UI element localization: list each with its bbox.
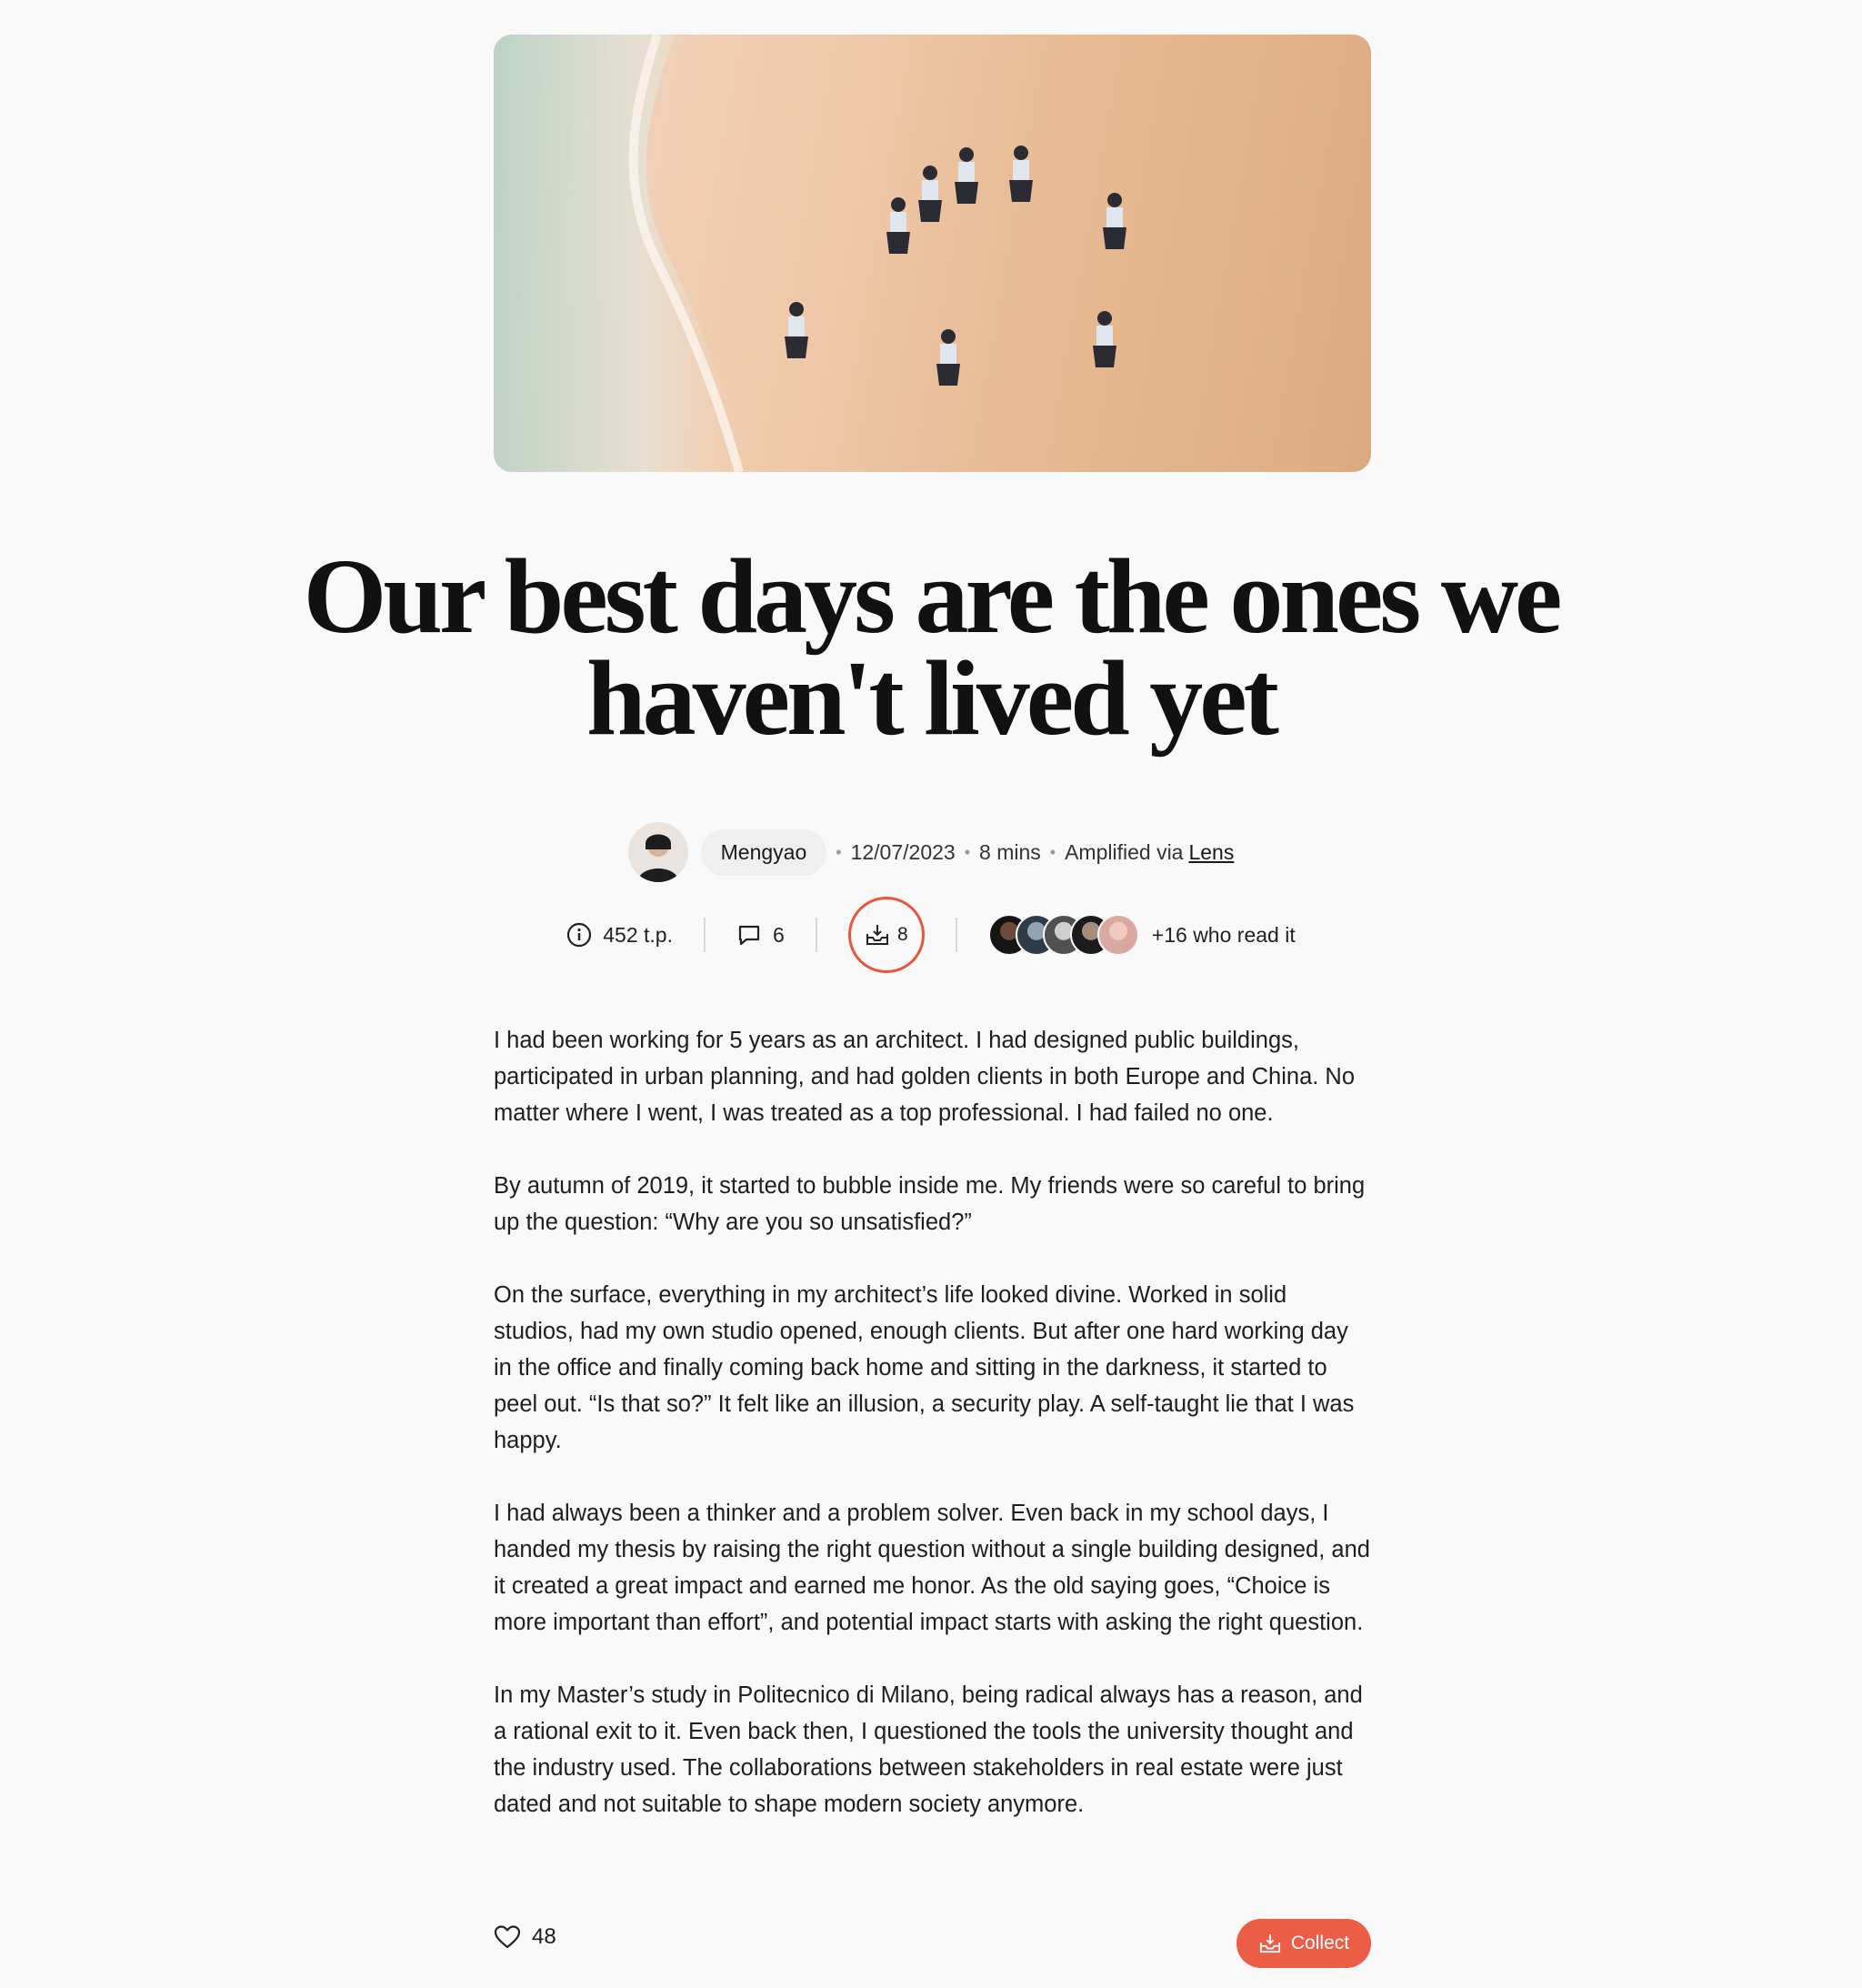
stats-bar xyxy=(0,897,1862,973)
publish-date: 12/07/2023 xyxy=(850,839,956,864)
collects-stat[interactable] xyxy=(848,897,925,973)
beach-photo-icon xyxy=(494,35,1371,472)
comments-stat[interactable] xyxy=(736,922,785,948)
collect-button[interactable] xyxy=(1236,1919,1371,1968)
body-paragraph: I had been working for 5 years as an architect. I had designed public buildings, participated in urban planning, and had golden clients in both Europe and China. No matter where I went, I was treated as a top professional. I had failed no one. xyxy=(494,1028,1356,1126)
article-meta xyxy=(0,822,1862,882)
divider xyxy=(704,918,706,952)
inbox-icon xyxy=(1258,1933,1282,1954)
points-value: 452 t.p. xyxy=(603,922,673,947)
points-stat[interactable] xyxy=(566,922,673,948)
collect-label: Collect xyxy=(1290,1933,1350,1953)
hero-image xyxy=(494,35,1371,472)
comment-icon xyxy=(736,922,762,948)
comments-count: 6 xyxy=(773,922,785,947)
readers-group[interactable] xyxy=(988,914,1296,956)
divider xyxy=(816,918,817,952)
readers-text: +16 who read it xyxy=(1151,922,1296,947)
body-paragraph: By autumn of 2019, it started to bubble inside me. My friends were so careful to bring up the question: “Why are you so unsatisfied?” xyxy=(494,1173,1366,1235)
inbox-icon xyxy=(865,923,890,947)
lens-link[interactable]: Lens xyxy=(1188,839,1235,864)
collects-count: 8 xyxy=(896,924,908,945)
body-paragraph: I had always been a thinker and a problem solver. Even back in my school days, I handed my thesis by raising the right question without a single building designed, and it created a great impact and earned me honor. As the old saying goes, “Choice is more important than effort”, and potential impact starts with asking the right question. xyxy=(494,1501,1370,1635)
body-paragraph: In my Master’s study in Politecnico di Milano, being radical always has a reason, and a rational exit to it. Even back then, I questioned the tools the university thought and the industry used. The collaborations between stakeholders in real estate were just dated and not suitable to shape modern society anymore. xyxy=(494,1682,1363,1817)
author-avatar[interactable] xyxy=(628,822,688,882)
meta-separator: • xyxy=(836,842,842,861)
reader-avatar xyxy=(1097,914,1139,956)
divider xyxy=(956,918,957,952)
meta-separator: • xyxy=(1049,842,1056,861)
amplified-label: Amplified via xyxy=(1065,839,1184,864)
body-paragraph: On the surface, everything in my architect’s life looked divine. Worked in solid studios, had my own studio opened, enough clients. But after one hard working day in the office and finally coming back home and sitting in the darkness, it started to peel out. “Is that so?” It felt like an illusion, a security play. A self-taught lie that I was happy. xyxy=(494,1282,1355,1453)
person-icon xyxy=(628,822,688,882)
likes-count: 48 xyxy=(532,1924,556,1949)
article-body xyxy=(494,1022,1371,1859)
meta-separator: • xyxy=(964,842,971,861)
author-name[interactable]: Mengyao xyxy=(701,829,827,876)
heart-icon xyxy=(494,1924,521,1950)
read-time: 8 mins xyxy=(979,839,1041,864)
info-icon xyxy=(566,922,592,948)
like-button[interactable] xyxy=(494,1924,556,1950)
article-title: Our best days are the ones we haven't lived yet xyxy=(303,537,1559,758)
